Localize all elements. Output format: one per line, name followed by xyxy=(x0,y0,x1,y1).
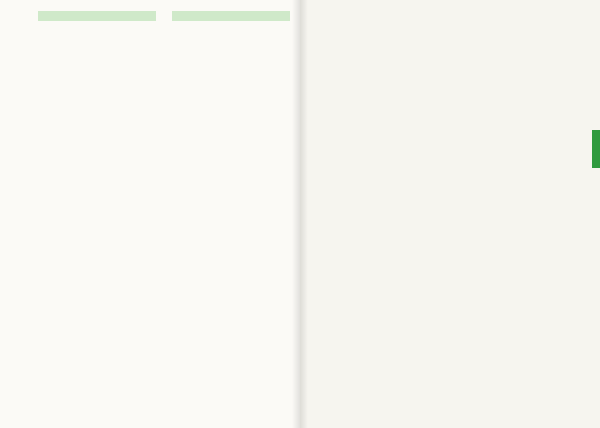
left-column-1 xyxy=(38,6,156,41)
thumb-index-tab xyxy=(592,130,600,168)
book-gutter xyxy=(292,0,308,428)
left-column-2 xyxy=(172,6,290,26)
right-column-1 xyxy=(322,6,440,11)
info-box-genova xyxy=(38,11,156,21)
section-heading xyxy=(38,26,156,36)
info-box-torino xyxy=(172,11,290,21)
right-page xyxy=(300,0,600,428)
